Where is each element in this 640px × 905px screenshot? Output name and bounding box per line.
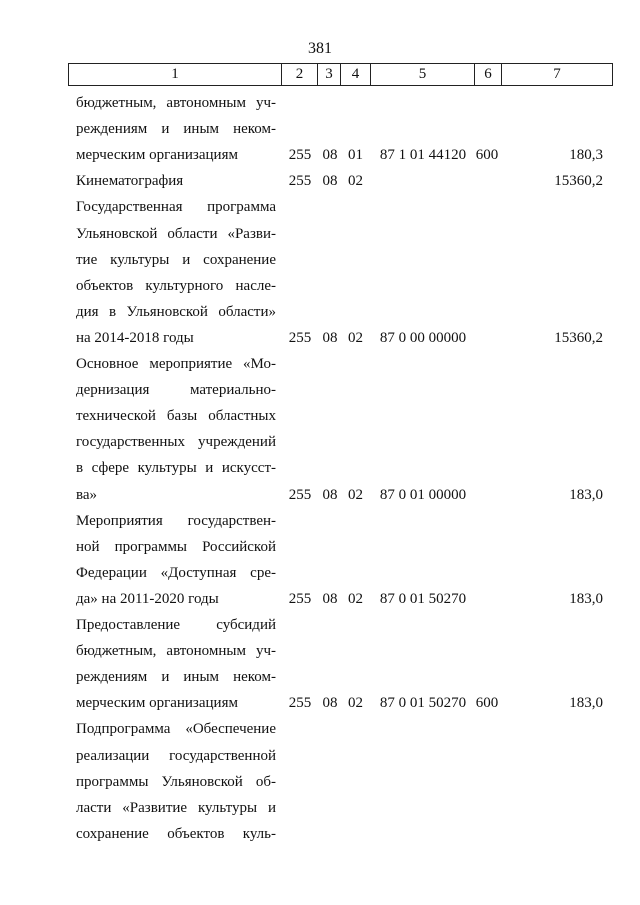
row-col-4: 02	[348, 486, 363, 503]
row-description: дия в Ульяновской области»	[76, 303, 276, 320]
row-col-7: 15360,2	[554, 173, 603, 190]
table-row	[0, 455, 640, 481]
table-row	[0, 168, 640, 194]
row-col-2: 255	[288, 147, 312, 164]
row-col-4: 02	[348, 329, 363, 346]
row-col-2: 255	[288, 486, 312, 503]
table-row	[0, 821, 640, 847]
row-col-7: 15360,2	[554, 329, 603, 346]
table-row	[0, 116, 640, 142]
row-description: дернизация материально-	[76, 382, 276, 399]
row-description: Предоставление субсидий	[76, 617, 276, 633]
row-col-5: 87 1 01 44120	[379, 147, 467, 164]
table-row	[0, 612, 640, 638]
row-description: Кинематография	[76, 173, 184, 190]
table-row	[0, 534, 640, 560]
row-description: в сфере культуры и искусст-	[76, 460, 276, 477]
row-col-4: 02	[348, 590, 363, 607]
row-col-7: 180,3	[569, 147, 603, 164]
row-col-5: 87 0 00 00000	[379, 329, 467, 346]
table-row	[0, 482, 640, 508]
row-col-6: 600	[475, 695, 499, 712]
table-row	[0, 273, 640, 299]
row-col-5: 87 0 01 00000	[379, 486, 467, 503]
row-col-7: 183,0	[569, 486, 603, 503]
table-row	[0, 299, 640, 325]
row-description: тие культуры и сохранение	[76, 251, 276, 268]
table-row	[0, 586, 640, 612]
row-description: реждениям и иным неком-	[76, 669, 276, 686]
row-col-3: 08	[322, 486, 338, 503]
table-row	[0, 142, 640, 168]
table-row	[0, 429, 640, 455]
row-description: бюджетным, автономным уч-	[76, 95, 276, 111]
row-description: бюджетным, автономным уч-	[76, 643, 276, 660]
row-col-7: 183,0	[569, 590, 603, 607]
row-description: Подпрограмма «Обеспечение	[76, 721, 276, 738]
row-description: технической базы областных	[76, 408, 276, 425]
table-row	[0, 795, 640, 821]
row-description: ласти «Развитие культуры и	[76, 799, 276, 816]
header-col-5: 5	[370, 64, 474, 85]
page-number: 381	[308, 40, 332, 57]
header-col-2: 2	[281, 64, 317, 85]
row-col-6: 600	[475, 147, 499, 164]
row-col-4: 02	[348, 173, 363, 190]
table-row	[0, 351, 640, 377]
row-description: реализации государственной	[76, 747, 276, 764]
table-row	[0, 716, 640, 742]
table-row	[0, 638, 640, 664]
row-description: сохранение объектов куль-	[76, 825, 276, 842]
table-row	[0, 194, 640, 220]
row-description: Основное мероприятие «Мо-	[76, 356, 276, 372]
row-col-2: 255	[288, 695, 312, 712]
table-row	[0, 769, 640, 795]
row-description: Федерации «Доступная сре-	[76, 564, 276, 581]
table-header	[68, 63, 613, 86]
header-col-7: 7	[501, 64, 612, 85]
row-col-4: 01	[348, 147, 363, 164]
row-col-3: 08	[322, 590, 338, 607]
table-row	[0, 664, 640, 690]
header-col-1: 1	[171, 66, 179, 82]
table-row	[0, 690, 640, 716]
row-col-3: 08	[322, 173, 338, 190]
table-row	[0, 403, 640, 429]
row-description: да» на 2011-2020 годы	[76, 590, 219, 607]
table-row	[0, 508, 640, 534]
table-row	[0, 560, 640, 586]
row-col-3: 08	[322, 695, 338, 712]
row-description: ва»	[76, 486, 98, 503]
row-col-3: 08	[322, 147, 338, 164]
row-col-5: 87 0 01 50270	[379, 695, 467, 712]
row-description: Государственная программа	[76, 199, 276, 216]
table-row	[0, 247, 640, 273]
row-col-3: 08	[322, 329, 338, 346]
row-col-7: 183,0	[569, 695, 603, 712]
table-row	[0, 221, 640, 247]
row-description: Ульяновской области «Разви-	[76, 225, 276, 242]
row-description: программы Ульяновской об-	[76, 773, 276, 790]
row-col-2: 255	[288, 173, 312, 190]
row-description: объектов культурного насле-	[76, 277, 276, 294]
table-row	[0, 90, 640, 116]
row-description: мерческим организациям	[76, 695, 238, 712]
row-col-2: 255	[288, 329, 312, 346]
row-col-2: 255	[288, 590, 312, 607]
table-row	[0, 325, 640, 351]
row-description: Мероприятия государствен-	[76, 512, 276, 529]
row-col-4: 02	[348, 695, 363, 712]
table-row	[0, 377, 640, 403]
row-description: мерческим организациям	[76, 147, 238, 164]
row-description: государственных учреждений	[76, 434, 276, 451]
row-description: ной программы Российской	[76, 538, 276, 555]
table-row	[0, 743, 640, 769]
row-col-5: 87 0 01 50270	[379, 590, 467, 607]
row-description: реждениям и иным неком-	[76, 121, 276, 138]
header-col-3: 3	[317, 64, 340, 85]
header-col-4: 4	[340, 64, 370, 85]
row-description: на 2014-2018 годы	[76, 329, 194, 346]
header-col-6: 6	[474, 64, 501, 85]
